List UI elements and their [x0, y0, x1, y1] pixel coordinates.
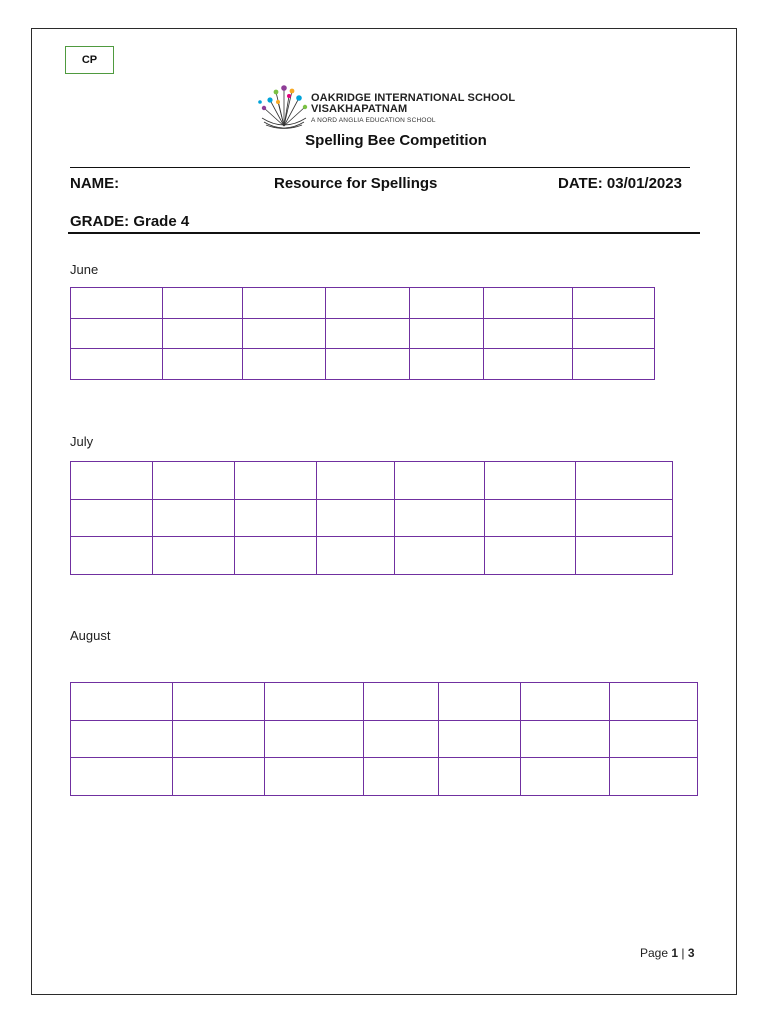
table-row — [71, 499, 673, 537]
school-tagline: A NORD ANGLIA EDUCATION SCHOOL — [311, 117, 436, 124]
month-label-july: July — [70, 434, 94, 449]
table-cell[interactable] — [363, 683, 439, 721]
table-cell[interactable] — [162, 288, 242, 319]
school-name-line2: VISAKHAPATNAM — [311, 103, 408, 115]
table-cell[interactable] — [71, 758, 173, 796]
date-label: DATE: 03/01/2023 — [558, 175, 682, 192]
table-cell[interactable] — [242, 349, 325, 380]
table-cell[interactable] — [363, 758, 439, 796]
table-cell[interactable] — [573, 349, 655, 380]
cp-label-box — [65, 46, 114, 74]
table-cell[interactable] — [234, 462, 316, 500]
table-cell[interactable] — [71, 683, 173, 721]
school-name — [311, 93, 515, 115]
resource-label: Resource for Spellings — [274, 175, 438, 192]
table-cell[interactable] — [410, 318, 484, 349]
table-row — [71, 720, 698, 758]
grade-label: GRADE: Grade 4 — [70, 213, 190, 230]
table-cell[interactable] — [484, 318, 573, 349]
table-cell[interactable] — [610, 683, 698, 721]
table-cell[interactable] — [395, 462, 485, 500]
grade-underline — [68, 232, 700, 234]
table-cell[interactable] — [152, 537, 234, 575]
table-row — [71, 318, 655, 349]
table-cell[interactable] — [576, 462, 673, 500]
table-cell[interactable] — [521, 683, 610, 721]
school-logo-icon — [256, 82, 312, 132]
table-cell[interactable] — [264, 720, 363, 758]
table-cell[interactable] — [71, 349, 163, 380]
table-cell[interactable] — [152, 499, 234, 537]
month-label-august: August — [70, 628, 111, 643]
table-cell[interactable] — [610, 720, 698, 758]
table-cell[interactable] — [576, 499, 673, 537]
table-cell[interactable] — [485, 499, 576, 537]
table-cell[interactable] — [325, 288, 410, 319]
name-label: NAME: — [70, 175, 120, 192]
table-row — [71, 349, 655, 380]
competition-title: Spelling Bee Competition — [305, 132, 487, 149]
table-cell[interactable] — [162, 349, 242, 380]
table-cell[interactable] — [521, 720, 610, 758]
table-cell[interactable] — [242, 318, 325, 349]
page-number — [640, 946, 695, 960]
table-cell[interactable] — [316, 499, 395, 537]
table-cell[interactable] — [234, 537, 316, 575]
table-cell[interactable] — [410, 288, 484, 319]
table-cell[interactable] — [410, 349, 484, 380]
table-cell[interactable] — [484, 288, 573, 319]
table-row — [71, 288, 655, 319]
table-cell[interactable] — [71, 318, 163, 349]
table-cell[interactable] — [395, 499, 485, 537]
table-cell[interactable] — [485, 462, 576, 500]
page-total: 3 — [687, 946, 695, 960]
table-cell[interactable] — [71, 537, 153, 575]
table-cell[interactable] — [71, 499, 153, 537]
table-cell[interactable] — [162, 318, 242, 349]
table-cell[interactable] — [234, 499, 316, 537]
table-cell[interactable] — [521, 758, 610, 796]
spelling-table-july — [70, 461, 673, 575]
table-cell[interactable] — [576, 537, 673, 575]
table-cell[interactable] — [573, 288, 655, 319]
table-row — [71, 758, 698, 796]
table-cell[interactable] — [316, 537, 395, 575]
table-cell[interactable] — [264, 758, 363, 796]
table-cell[interactable] — [172, 683, 264, 721]
table-row — [71, 537, 673, 575]
table-cell[interactable] — [264, 683, 363, 721]
month-label-june: June — [70, 262, 99, 277]
table-cell[interactable] — [485, 537, 576, 575]
table-cell[interactable] — [439, 720, 521, 758]
table-cell[interactable] — [439, 683, 521, 721]
cp-label: CP — [81, 54, 98, 66]
table-cell[interactable] — [316, 462, 395, 500]
spelling-table-june — [70, 287, 655, 380]
table-cell[interactable] — [610, 758, 698, 796]
page-separator: | — [678, 946, 688, 960]
table-cell[interactable] — [395, 537, 485, 575]
table-row — [71, 683, 698, 721]
table-cell[interactable] — [439, 758, 521, 796]
table-cell[interactable] — [71, 288, 163, 319]
table-cell[interactable] — [152, 462, 234, 500]
table-cell[interactable] — [363, 720, 439, 758]
spelling-table-august — [70, 682, 698, 796]
school-name-line1: OAKRIDGE INTERNATIONAL SCHOOL — [311, 92, 516, 104]
page-current: 1 — [671, 946, 679, 960]
table-cell[interactable] — [484, 349, 573, 380]
table-cell[interactable] — [325, 349, 410, 380]
table-cell[interactable] — [71, 462, 153, 500]
table-cell[interactable] — [573, 318, 655, 349]
table-row — [71, 462, 673, 500]
table-cell[interactable] — [71, 720, 173, 758]
table-cell[interactable] — [325, 318, 410, 349]
table-cell[interactable] — [172, 720, 264, 758]
header-underline — [70, 167, 690, 168]
page-prefix: Page — [640, 946, 672, 960]
table-cell[interactable] — [242, 288, 325, 319]
table-cell[interactable] — [172, 758, 264, 796]
